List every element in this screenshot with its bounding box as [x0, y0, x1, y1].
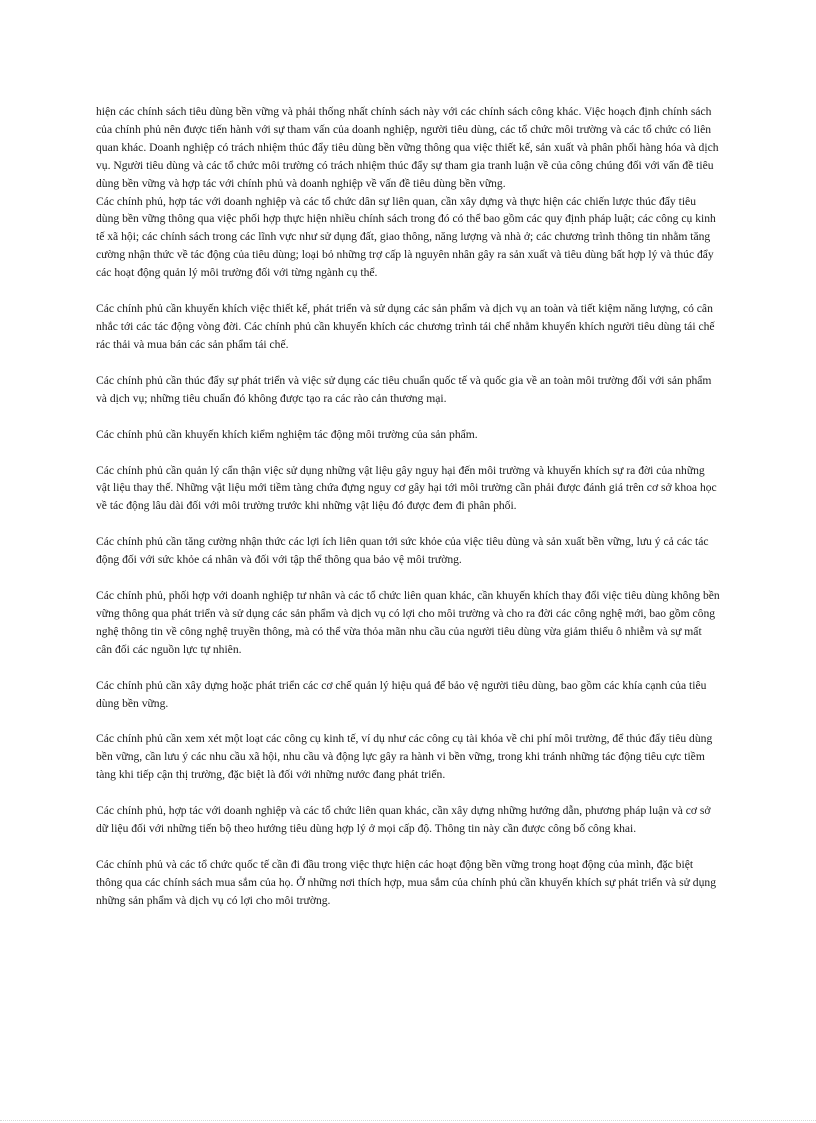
paragraph-standards: Các chính phủ cần thúc đẩy sự phát triển và việc sử dụng các tiêu chuẩn quốc tế và quốc gia về an toàn môi trường đối với sản phẩm và dịch vụ; những tiêu chuẩn đó không được tạo ra các rào cản thương mại.: [96, 373, 712, 405]
paragraph-product-design: Các chính phủ cần khuyến khích việc thiết kế, phát triển và sử dụng các sản phẩm và dịch vụ an toàn và tiết kiệm năng lượng, có cân nhắc tới các tác động vòng đời. Các chính phủ cần khuyến khích các chương trình tái chế nhằm khuyến khích người tiêu dùng tái chế rác thải và mua bán các sản phẩm tái chế.: [96, 302, 715, 351]
paragraph-health-awareness: Các chính phủ cần tăng cường nhận thức các lợi ích liên quan tới sức khỏe của việc tiêu dùng và sản xuất bền vững, lưu ý cả các tác động đối với sức khỏe cá nhân và đối với tập thể thông qua bảo vệ môi trường.: [96, 535, 709, 567]
paragraph-impact-testing: Các chính phủ cần khuyến khích kiểm nghiệm tác động môi trường của sản phẩm.: [96, 427, 478, 441]
page-bottom-divider: [0, 1120, 816, 1121]
paragraph-economic-instruments: Các chính phủ cần xem xét một loạt các công cụ kinh tế, ví dụ như các công cụ tài khóa về chi phí môi trường, để thúc đẩy tiêu dùng bền vững, cần lưu ý các nhu cầu xã hội, nhu cầu và động lực gây ra hành vi bền vững, trong khi tránh những tác động tiêu cực tiềm tàng khi tiếp cận thị trường, đặc biệt là đối với những nước đang phát triển.: [96, 732, 713, 782]
paragraph-regulatory-mechanisms: Các chính phủ cần xây dựng hoặc phát triển các cơ chế quản lý hiệu quả để bảo vệ người tiêu dùng, bao gồm các khía cạnh của tiêu dùng bền vững.: [96, 678, 707, 710]
paragraph-consumption-change: Các chính phủ, phối hợp với doanh nghiệp tư nhân và các tổ chức liên quan khác, cần khuyến khích thay đổi việc tiêu dùng không bền vững thông qua phát triển và sử dụng các sản phẩm và dịch vụ có lợi cho môi trường và cho ra đời các công nghệ mới, bao gồm công nghệ thông tin về công nghệ truyền thông, mà có thể vừa thỏa mãn nhu cầu của người tiêu dùng vừa giảm thiểu ô nhiễm và sự mất cân đối các nguồn lực tự nhiên.: [96, 589, 720, 656]
paragraph-hazardous-materials: Các chính phủ cần quản lý cẩn thận việc sử dụng những vật liệu gây nguy hại đến môi trường và khuyến khích sự ra đời của những vật liệu thay thế. Những vật liệu mới tiềm tàng chứa đựng nguy cơ gây hại tới môi trường cần phải được đánh giá trên cơ sở khoa học về tác động lâu dài đối với môi trường trước khi những vật liệu đó được đem đi phân phối.: [96, 463, 717, 513]
paragraph-policy-coordination: hiện các chính sách tiêu dùng bền vững và phải thống nhất chính sách này với các chính sách công khác. Việc hoạch định chính sách của chính phủ nên được tiến hành với sự tham vấn của doanh nghiệp, người tiêu dùng, các tổ chức môi trường và các tổ chức có liên quan khác. Doanh nghiệp có trách nhiệm thúc đẩy tiêu dùng bền vững thông qua việc thiết kế, sản xuất và phân phối hàng hóa và dịch vụ. Người tiêu dùng và các tổ chức môi trường có trách nhiệm thúc đẩy sự tham gia tranh luận về của công chúng đối với vấn đề tiêu dùng bền vững và hợp tác với chính phủ và doanh nghiệp về vấn đề tiêu dùng bền vững.: [96, 105, 719, 190]
paragraph-public-procurement: Các chính phủ và các tổ chức quốc tế cần đi đầu trong việc thực hiện các hoạt động bền vững trong hoạt động của mình, đặc biệt thông qua các chính sách mua sắm của họ. Ở những nơi thích hợp, mua sắm của chính phủ cần khuyến khích sự phát triển và sử dụng những sản phẩm và dịch vụ có lợi cho môi trường.: [96, 858, 716, 907]
paragraph-government-strategies: Các chính phủ, hợp tác với doanh nghiệp và các tổ chức dân sự liên quan, cần xây dựng và thực hiện các chiến lược thúc đẩy tiêu dùng bền vững thông qua việc phối hợp thực hiện nhiều chính sách trong đó có thể bao gồm các quy định pháp luật; các công cụ kinh tế xã hội; các chính sách trong các lĩnh vực như sử dụng đất, giao thông, năng lượng và nhà ở; các chương trình thông tin nhằm tăng cường nhận thức về tác động của tiêu dùng; loại bỏ những trợ cấp là nguyên nhân gây ra sản xuất và tiêu dùng bất hợp lý và thúc đẩy các hoạt động quản lý môi trường đối với từng ngành cụ thể.: [96, 194, 716, 280]
paragraph-guidelines-databases: Các chính phủ, hợp tác với doanh nghiệp và các tổ chức liên quan khác, cần xây dựng những hướng dẫn, phương pháp luận và cơ sở dữ liệu đối với những tiến bộ theo hướng tiêu dùng hợp lý ở mọi cấp độ. Thông tin này cần được công bố công khai.: [96, 804, 711, 836]
document-body: [96, 103, 720, 910]
